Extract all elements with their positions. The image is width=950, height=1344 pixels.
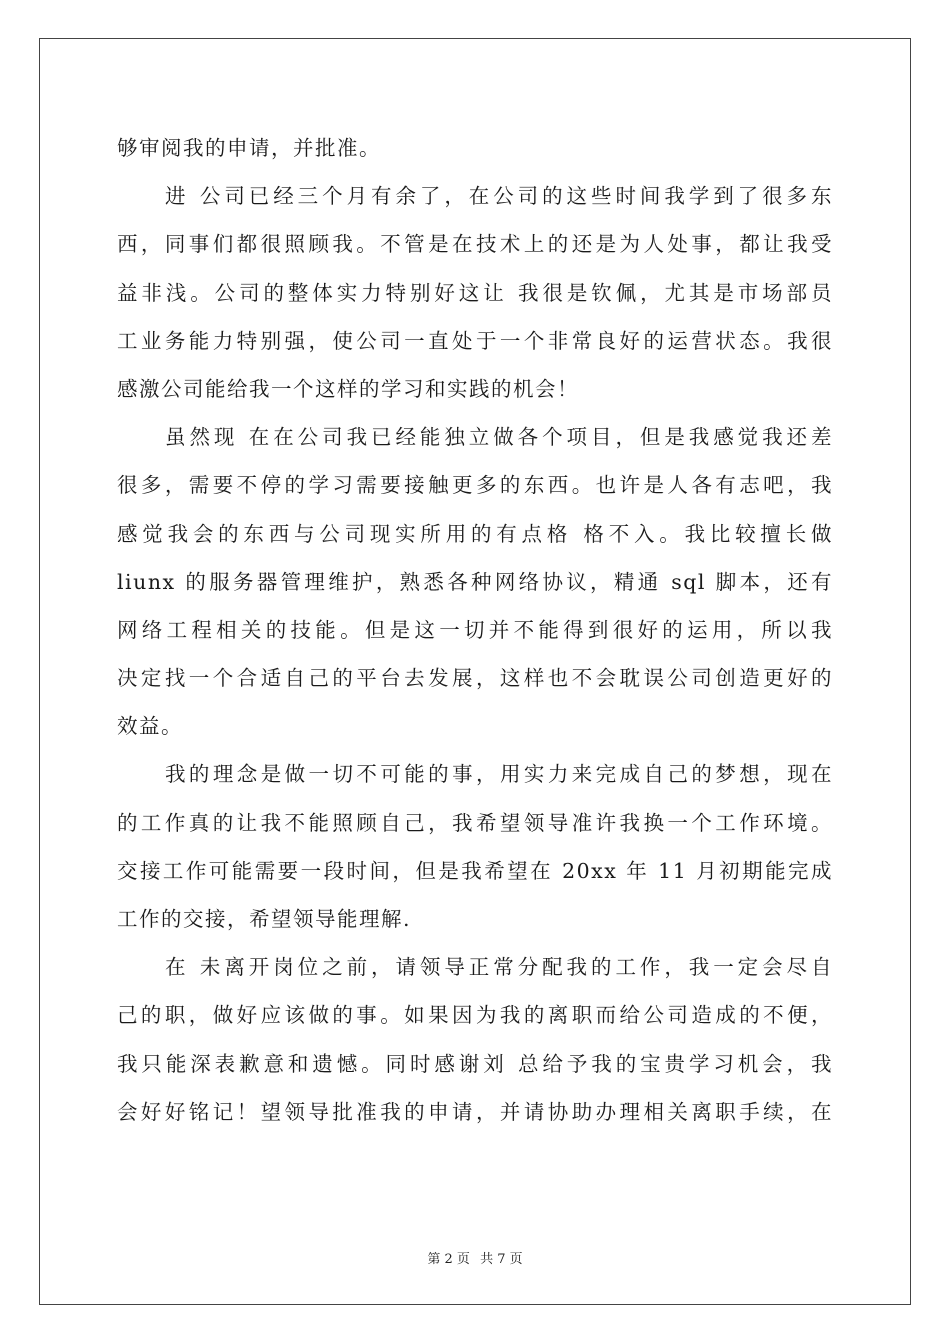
text-line [117,172,833,220]
text-line-content: 进 公司已经三个月有余了，在公司的这些时间我学到了很多东 [165,184,833,209]
text-line [117,461,833,509]
text-line-content: 网络工程相关的技能。但是这一切并不能得到很好的运用，所以我 [117,617,833,642]
text-line [117,365,833,413]
text-line [117,510,833,558]
text-line [117,220,833,268]
text-line [117,654,833,702]
text-line [117,750,833,798]
text-line-content: 虽然现 在在公司我已经能独立做各个项目，但是我感觉我还差 [165,425,833,450]
text-line [117,895,833,943]
text-line [117,124,833,172]
text-line-content: 够审阅我的申请，并批准。 [117,136,381,160]
text-line-content: liunx 的服务器管理维护，熟悉各种网络协议，精通 sql 脚本，还有 [117,569,833,594]
page-total: 共 7 页 [480,1252,523,1267]
text-line-content: 交接工作可能需要一段时间，但是我希望在 20xx 年 11 月初期能完成 [117,858,833,883]
text-line-content: 我只能深表歉意和遗憾。同时感谢刘 总给予我的宝贵学习机会，我 [117,1051,833,1076]
text-line-content: 我的理念是做一切不可能的事，用实力来完成自己的梦想，现在 [165,762,833,787]
text-line-content: 感激公司能给我一个这样的学习和实践的机会！ [117,376,579,401]
text-line-content: 西，同事们都很照顾我。不管是在技术上的还是为人处事，都让我受 [117,232,833,257]
text-line-content: 益非浅。公司的整体实力特别好这让 我很是钦佩，尤其是市场部员 [117,280,833,305]
text-line-content: 决定找一个合适自己的平台去发展，这样也不会耽误公司创造更好的 [117,666,833,691]
text-line-content: 感觉我会的东西与公司现实所用的有点格 格不入。我比较擅长做 [117,521,833,546]
text-line [117,847,833,895]
text-line [117,606,833,654]
text-line [117,702,833,750]
text-line-content: 工作的交接，希望领导能理解. [117,907,412,931]
text-line [117,558,833,606]
text-line [117,991,833,1039]
text-line-content: 的工作真的让我不能照顾自己，我希望领导准许我换一个工作环境。 [117,810,833,835]
text-line-content: 己的职，做好应该做的事。如果因为我的离职而给公司造成的不便， [117,1003,833,1028]
text-line [117,317,833,365]
text-line-content: 在 未离开岗位之前，请领导正常分配我的工作，我一定会尽自 [165,955,833,980]
document-body [117,124,833,1136]
text-line [117,1088,833,1136]
text-line [117,943,833,991]
text-line [117,413,833,461]
text-line-content: 会好好铭记！望领导批准我的申请，并请协助办理相关离职手续，在 [117,1099,833,1124]
text-line-content: 效益。 [117,714,183,739]
text-line-content: 工业务能力特别强，使公司一直处于一个非常良好的运营状态。我很 [117,328,833,353]
text-line [117,269,833,317]
text-line [117,1040,833,1088]
text-line [117,799,833,847]
page-footer [0,1248,950,1267]
text-line-content: 很多，需要不停的学习需要接触更多的东西。也许是人各有志吧，我 [117,473,833,498]
page-number: 第 2 页 [427,1252,470,1267]
